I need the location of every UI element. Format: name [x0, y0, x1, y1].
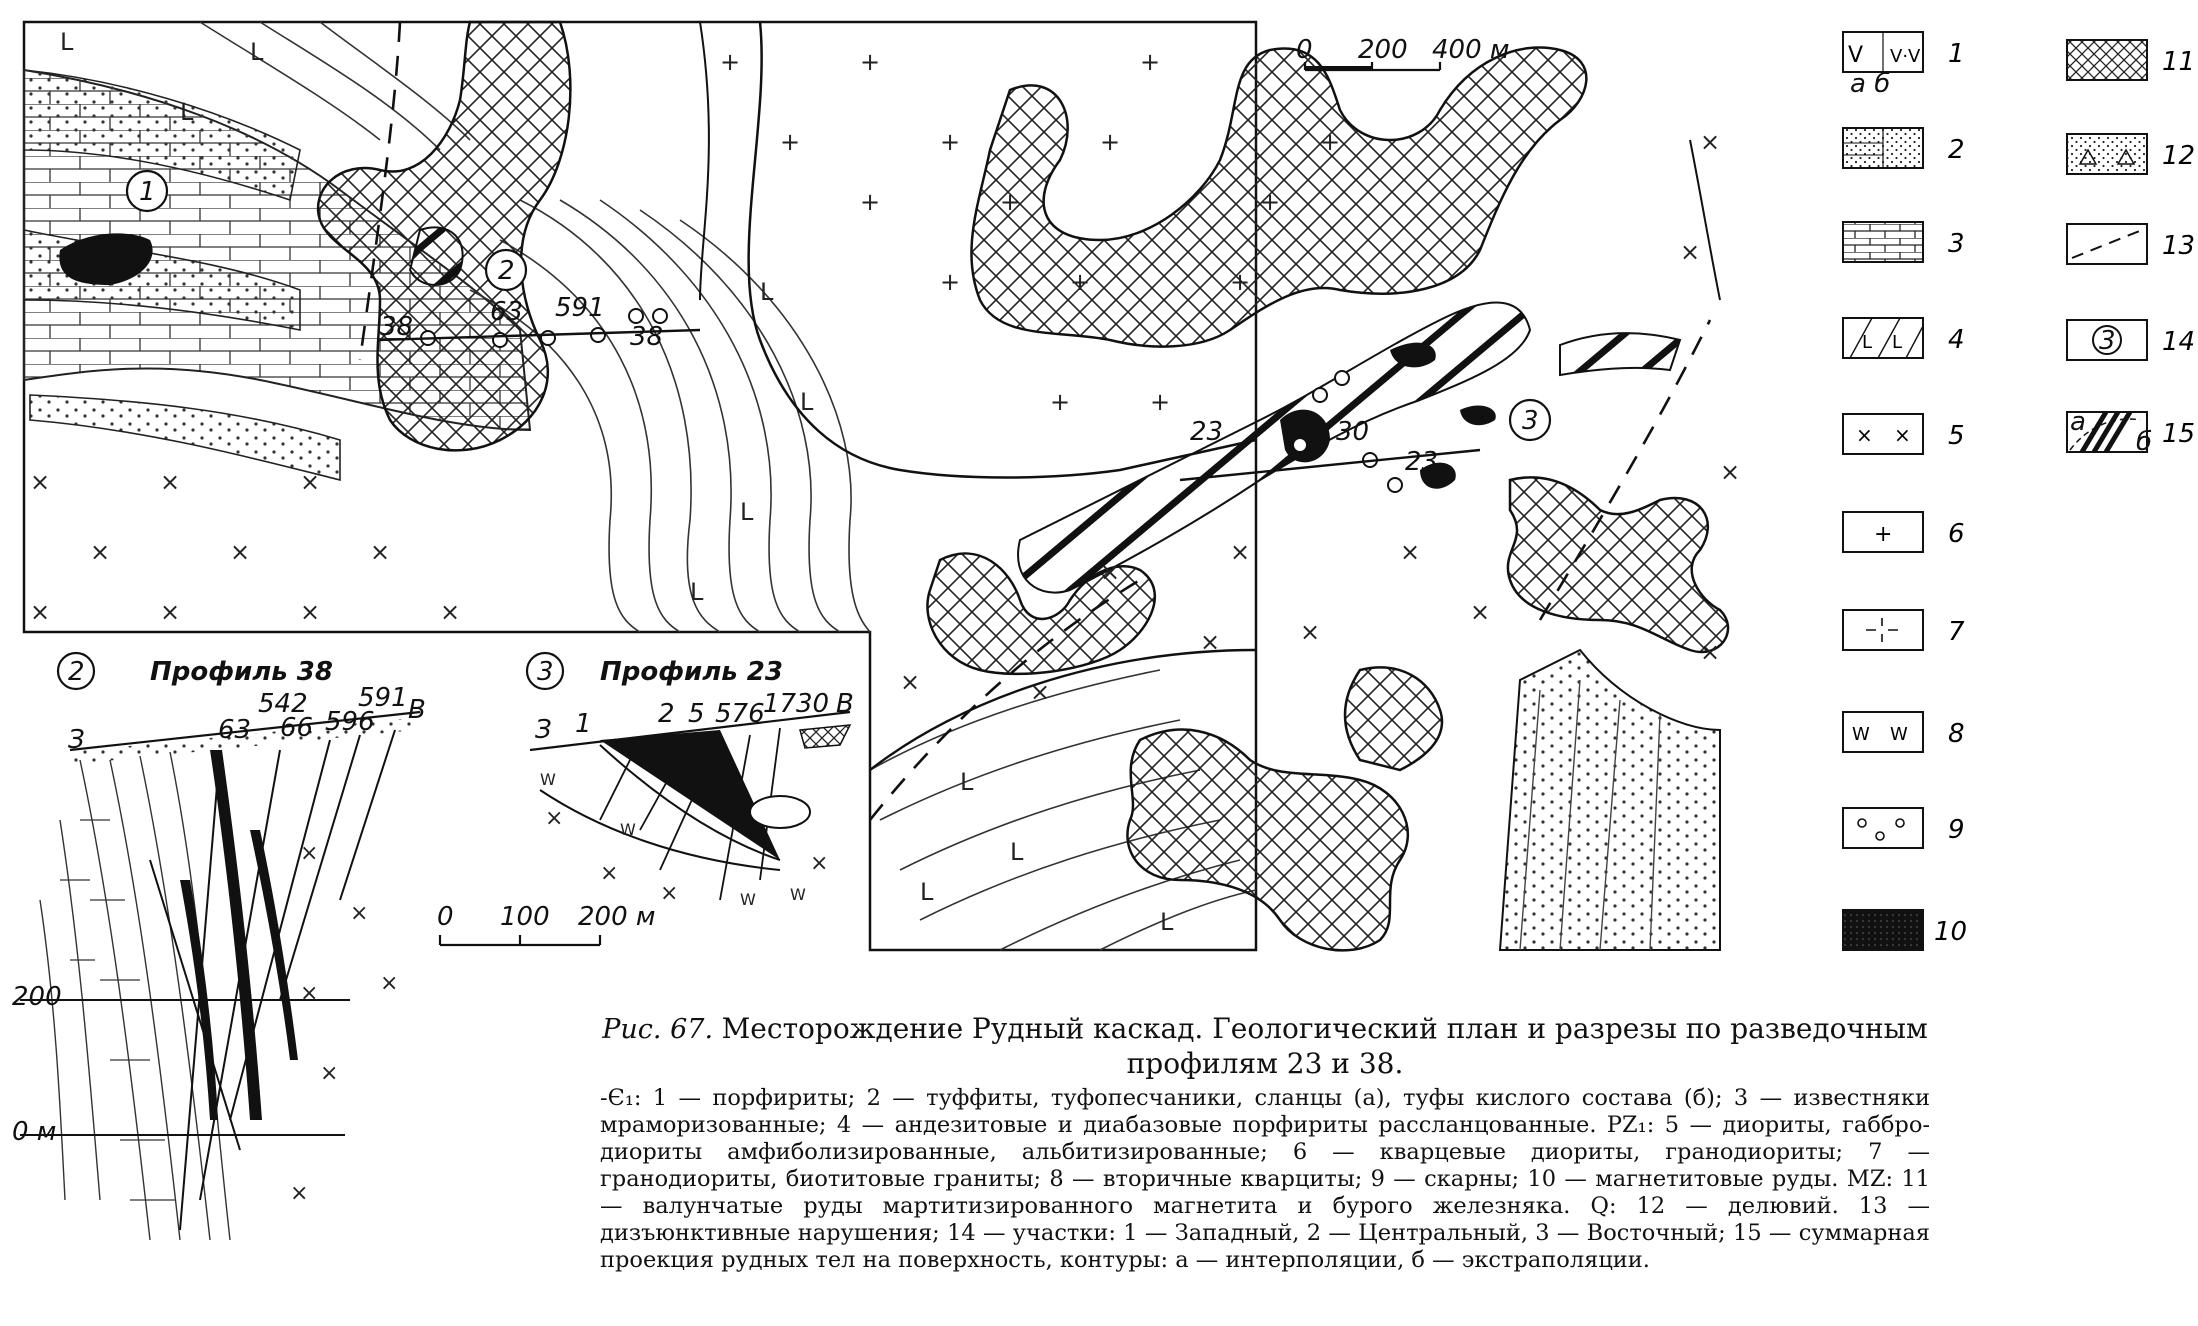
profile-38-well-591: 591 — [358, 683, 408, 713]
profile-number-38-west: 38 — [380, 312, 414, 342]
svg-text:+: + — [1260, 188, 1281, 216]
svg-text:W: W — [1852, 724, 1870, 745]
legend-box-10 — [1843, 910, 1923, 950]
svg-text:L: L — [740, 498, 754, 526]
svg-text:L: L — [1892, 332, 1903, 353]
svg-text:×: × — [30, 598, 51, 626]
svg-text:+: + — [1050, 388, 1071, 416]
legend-box-7 — [1843, 610, 1923, 650]
svg-text:×: × — [545, 806, 564, 831]
figure-caption — [600, 1012, 1930, 1082]
svg-text:×: × — [1200, 628, 1221, 656]
svg-text:×: × — [1030, 678, 1051, 706]
profile-23-well-1: 1 — [575, 709, 592, 739]
svg-text:L: L — [180, 98, 194, 126]
svg-text:W: W — [540, 770, 556, 789]
svg-text:×: × — [1894, 423, 1911, 447]
legend-box-11 — [2067, 40, 2147, 80]
svg-text:×: × — [600, 861, 619, 886]
svg-text:×: × — [810, 851, 829, 876]
legend-num-12: 12 — [2162, 141, 2196, 171]
svg-text:×: × — [1856, 423, 1873, 447]
legend-num-2: 2 — [1948, 135, 1965, 165]
svg-text:+: + — [1140, 48, 1161, 76]
svg-text:×: × — [160, 598, 181, 626]
profile-38-west: З — [68, 725, 85, 755]
legend-num-5: 5 — [1948, 421, 1965, 451]
profile-23-marker: 3 — [537, 657, 554, 687]
site-label-3: 3 — [1522, 406, 1539, 436]
scale-label-0: 0 — [1296, 35, 1313, 65]
svg-text:+: + — [1320, 128, 1341, 156]
svg-text:L: L — [1160, 908, 1174, 936]
svg-text:L: L — [1010, 838, 1024, 866]
legend-box-9 — [1843, 808, 1923, 848]
svg-text:×: × — [1700, 638, 1721, 666]
legend-sub-15a: а — [2070, 407, 2086, 437]
scale-label-400: 400 м — [1432, 35, 1510, 65]
svg-text:W: W — [1890, 724, 1908, 745]
svg-text:×: × — [230, 538, 251, 566]
svg-text:+: + — [940, 128, 961, 156]
svg-text:×: × — [30, 468, 51, 496]
profile-23-scale-100: 100 — [500, 902, 550, 932]
svg-text:V: V — [1848, 43, 1864, 68]
svg-text:×: × — [90, 538, 111, 566]
legend-num-1: 1 — [1948, 39, 1965, 69]
legend-sub-1: а б — [1850, 69, 1891, 99]
legend-num-13: 13 — [2162, 231, 2196, 261]
svg-text:L: L — [690, 578, 704, 606]
svg-text:×: × — [1230, 538, 1251, 566]
legend-num-6: 6 — [1948, 519, 1965, 549]
legend-num-7: 7 — [1948, 617, 1965, 647]
svg-text:+: + — [860, 188, 881, 216]
svg-text:L: L — [800, 388, 814, 416]
profile-38-well-63: 63 — [218, 715, 252, 745]
legend-box-5 — [1843, 414, 1923, 454]
profile-number-30: 30 — [1336, 417, 1370, 447]
svg-text:L: L — [760, 278, 774, 306]
svg-text:×: × — [440, 598, 461, 626]
profile-38-depth-200: 200 — [12, 982, 62, 1012]
profile-38-well-542: 542 — [258, 689, 308, 719]
svg-text:×: × — [1400, 538, 1421, 566]
svg-text:+: + — [1230, 268, 1251, 296]
svg-text:+: + — [1070, 268, 1091, 296]
profile-23-scale-200: 200 м — [578, 902, 656, 932]
svg-text:×: × — [1100, 558, 1121, 586]
legend-num-15: 15 — [2162, 419, 2196, 449]
svg-text:+: + — [860, 48, 881, 76]
profile-23-well-576: 576 — [715, 699, 765, 729]
svg-text:×: × — [1680, 238, 1701, 266]
profile-23-well-30: 30 — [796, 689, 830, 719]
svg-text:×: × — [320, 1061, 339, 1086]
svg-text:×: × — [1720, 458, 1741, 486]
legend-num-10: 10 — [1934, 917, 1968, 947]
legend-box-12 — [2067, 134, 2147, 174]
svg-text:×: × — [660, 881, 679, 906]
svg-text:+: + — [1150, 388, 1171, 416]
legend-num-4: 4 — [1948, 325, 1965, 355]
legend-sub-15b: б — [2136, 427, 2153, 457]
svg-text:×: × — [900, 668, 921, 696]
profile-23-title: Профиль 23 — [600, 657, 783, 687]
profile-23-well-2: 2 — [658, 699, 675, 729]
svg-text:×: × — [1470, 598, 1491, 626]
svg-text:×: × — [370, 538, 391, 566]
profile-38-depth-0: 0 м — [12, 1117, 57, 1147]
caption-prefix: Рис. 67. — [602, 1014, 714, 1045]
svg-text:×: × — [350, 901, 369, 926]
profile-38-well-66: 66 — [280, 713, 314, 743]
svg-text:×: × — [160, 468, 181, 496]
legend-box-13 — [2067, 224, 2147, 264]
svg-text:L: L — [1862, 332, 1873, 353]
site-label-1: 1 — [139, 177, 156, 207]
svg-text:×: × — [1300, 618, 1321, 646]
profile-38-title: Профиль 38 — [150, 657, 333, 687]
svg-text:+: + — [1000, 188, 1021, 216]
svg-text:×: × — [300, 981, 319, 1006]
caption-title: Месторождение Рудный каскад. Геологический план и разрезы по разведочным профилям 23 и 38. — [721, 1012, 1928, 1080]
profile-23-east: В — [836, 689, 854, 719]
profile-38-east: В — [408, 695, 426, 725]
svg-text:+: + — [1100, 128, 1121, 156]
profile-23-well-17: 17 — [763, 689, 797, 719]
svg-text:W: W — [740, 890, 756, 909]
svg-text:L: L — [920, 878, 934, 906]
profile-number-23-east: 23 — [1405, 447, 1439, 477]
legend-num-3: 3 — [1948, 229, 1965, 259]
profile-number-38-east: 38 — [630, 322, 664, 352]
legend-symbol-14: 3 — [2099, 326, 2116, 356]
svg-text:V·V: V·V — [1890, 46, 1921, 67]
svg-text:+: + — [1874, 522, 1893, 547]
main-map — [24, 22, 1728, 950]
svg-text:×: × — [1700, 128, 1721, 156]
profile-23-scale-0: 0 — [437, 902, 454, 932]
profile-38-well-596: 596 — [325, 707, 375, 737]
svg-text:+: + — [780, 128, 801, 156]
svg-text:L: L — [60, 28, 74, 56]
profile-number-591: 591 — [555, 293, 605, 323]
legend-num-9: 9 — [1948, 815, 1965, 845]
profile-38-marker: 2 — [68, 657, 85, 687]
legend-num-8: 8 — [1948, 719, 1965, 749]
legend-num-11: 11 — [2162, 47, 2196, 77]
svg-text:W: W — [790, 885, 806, 904]
legend — [1843, 32, 2147, 950]
svg-text:×: × — [300, 841, 319, 866]
svg-text:W: W — [620, 820, 636, 839]
svg-text:×: × — [300, 598, 321, 626]
profile-23-west: З — [535, 715, 552, 745]
legend-num-14: 14 — [2162, 327, 2196, 357]
profile-number-63: 63 — [490, 297, 524, 327]
svg-text:L: L — [250, 38, 264, 66]
caption-legend-text: -Є₁: 1 — порфириты; 2 — туффиты, туфопесчаники, сланцы (а), туфы кислого состава (б); 3 — известняки мраморизованные; 4 — андезитовые и диабазовые порфириты рассланцованные. PZ₁: 5 — диориты, габбро-диориты амфиболизированные, альбитизированные; 6 — кварцевые диориты, гранодиориты; 7 — гранодиориты, биотитовые граниты; 8 — вторичные кварциты; 9 — скарны; 10 — магнетитовые руды. MZ: 11 — валунчатые руды мартитизированного магнетита и бурого железняка. Q: 12 — делювий. 13 — дизъюнктивные нарушения; 14 — участки: 1 — Западный, 2 — Центральный, 3 — Восточный; 15 — суммарная проекция рудных тел на поверхность, контуры: а — интерполяции, б — экстраполяции. — [600, 1085, 1930, 1273]
svg-text:+: + — [940, 268, 961, 296]
svg-text:L: L — [960, 768, 974, 796]
svg-text:×: × — [290, 1181, 309, 1206]
legend-box-4 — [1843, 318, 1923, 358]
svg-text:×: × — [300, 468, 321, 496]
profile-number-23-west: 23 — [1190, 417, 1224, 447]
profile-23-well-5: 5 — [688, 699, 705, 729]
scale-label-200: 200 — [1358, 35, 1408, 65]
svg-text:×: × — [380, 971, 399, 996]
svg-text:+: + — [720, 48, 741, 76]
site-label-2: 2 — [498, 256, 515, 286]
legend-box-3 — [1843, 222, 1923, 262]
